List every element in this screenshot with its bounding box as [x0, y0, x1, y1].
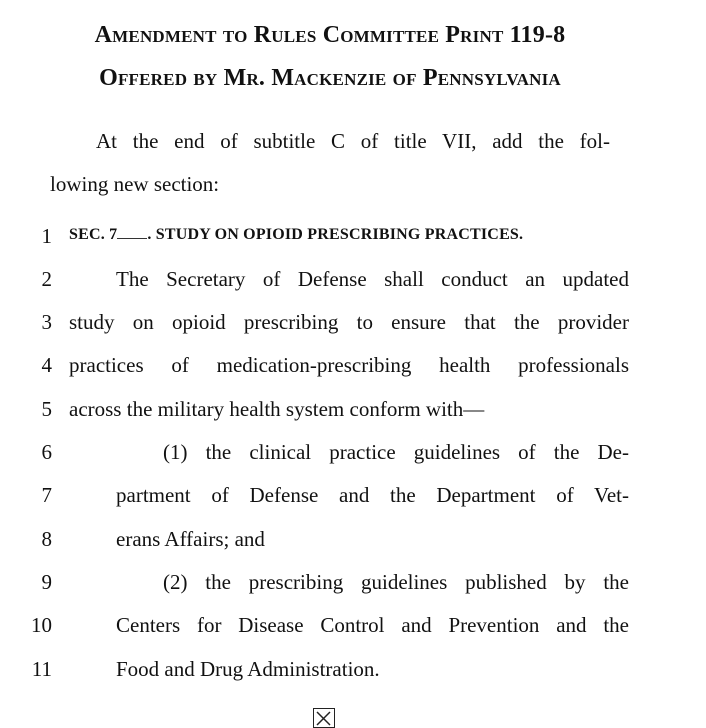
intro-line-1: At the end of subtitle C of title VII, add the fol- — [96, 129, 610, 153]
line-text: erans Affairs; and — [116, 527, 265, 551]
bill-line-11 — [0, 657, 706, 700]
line-text: (2) the prescribing guidelines published by the — [163, 570, 629, 594]
bill-line-8 — [0, 527, 706, 570]
bill-line-5 — [0, 397, 706, 440]
line-text: Centers for Disease Control and Prevention and the — [116, 613, 629, 637]
bill-line-1 — [0, 224, 706, 267]
bill-line-3 — [0, 310, 706, 353]
bill-line-7 — [0, 483, 706, 526]
line-number: 1 — [41, 224, 52, 248]
line-number: 3 — [41, 310, 52, 334]
line-number: 6 — [41, 440, 52, 464]
line-text: partment of Defense and the Department of Vet- — [116, 483, 629, 507]
line-text: (1) the clinical practice guidelines of the De- — [163, 440, 629, 464]
line-text: The Secretary of Defense shall conduct an updated — [116, 267, 629, 291]
section-number: SEC. 7 — [69, 226, 118, 243]
bill-line-9 — [0, 570, 706, 613]
line-text: practices of medication-prescribing health professionals — [69, 353, 629, 377]
line-number: 4 — [41, 353, 52, 377]
section-number-blank — [117, 226, 147, 239]
section-title: . STUDY ON OPIOID PRESCRIBING PRACTICES. — [147, 226, 524, 243]
bill-line-10 — [0, 613, 706, 656]
line-number: 11 — [31, 657, 52, 681]
line-number: 5 — [41, 397, 52, 421]
line-number: 2 — [41, 267, 52, 291]
bill-line-2 — [0, 267, 706, 310]
line-text: across the military health system conform with— — [69, 397, 485, 421]
bill-line-4 — [0, 353, 706, 396]
amendment-title: Amendment to Rules Committee Print 119-8 — [94, 22, 566, 48]
bill-line-6 — [0, 440, 706, 483]
line-number: 7 — [41, 483, 52, 507]
checkbox-x-icon — [313, 708, 335, 728]
line-number: 10 — [31, 613, 52, 637]
line-text: study on opioid prescribing to ensure that the provider — [69, 310, 629, 334]
line-number: 8 — [41, 527, 52, 551]
line-number: 9 — [41, 570, 52, 594]
line-text: Food and Drug Administration. — [116, 657, 380, 681]
offered-by: Offered by Mr. Mackenzie of Pennsylvania — [99, 65, 561, 91]
section-heading — [69, 226, 629, 244]
intro-line-2: lowing new section: — [50, 172, 220, 196]
